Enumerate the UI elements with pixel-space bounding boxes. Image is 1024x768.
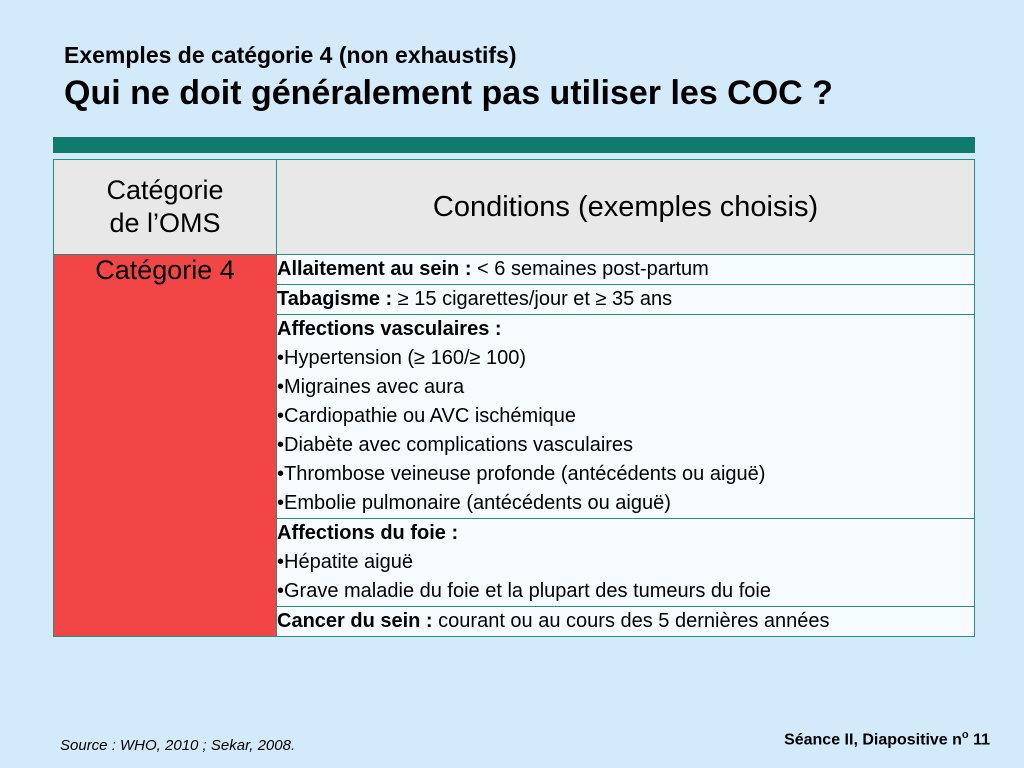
condition-label: Allaitement au sein : — [277, 258, 472, 280]
condition-text: courant ou au cours des 5 dernières années — [432, 610, 830, 632]
condition-cell-breastfeeding — [277, 255, 975, 285]
list-item: •Diabète avec complications vasculaires — [277, 434, 634, 456]
condition-text: < 6 semaines post-partum — [471, 258, 709, 280]
category-cell: Catégorie 4 — [54, 255, 277, 637]
condition-text: ≥ 15 cigarettes/jour et ≥ 35 ans — [392, 288, 673, 310]
condition-cell-vascular — [277, 315, 975, 519]
slide-subtitle: Exemples de catégorie 4 (non exhaustifs) — [64, 42, 517, 68]
list-item: •Embolie pulmonaire (antécédents ou aiguë) — [277, 492, 671, 514]
header-conditions: Conditions (exemples choisis) — [277, 160, 975, 255]
slide-label: Séance II, Diapositive n — [784, 731, 962, 749]
condition-cell-smoking — [277, 285, 975, 315]
slide-number — [784, 729, 990, 749]
header-category — [54, 160, 277, 255]
table-row — [54, 255, 975, 285]
header-category-line1: Catégorie — [106, 175, 224, 205]
condition-label: Tabagisme : — [277, 288, 393, 310]
condition-cell-liver — [277, 519, 975, 607]
header-category-line2: de l’OMS — [109, 208, 221, 238]
accent-bar — [53, 137, 975, 153]
table-header-row — [54, 160, 975, 255]
slide-superscript: o — [961, 729, 969, 741]
list-item: •Grave maladie du foie et la plupart des tumeurs du foie — [277, 580, 771, 602]
condition-cell-breast-cancer — [277, 607, 975, 637]
condition-label: Cancer du sein : — [277, 610, 433, 632]
list-item: •Thrombose veineuse profonde (antécédents ou aiguë) — [277, 463, 766, 485]
slide-title: Qui ne doit généralement pas utiliser les COC ? — [64, 74, 833, 112]
list-item: •Hypertension (≥ 160/≥ 100) — [277, 347, 527, 369]
conditions-table — [53, 159, 975, 637]
list-item: •Migraines avec aura — [277, 376, 465, 398]
slide-number-value: 11 — [968, 731, 990, 749]
list-item: •Cardiopathie ou AVC ischémique — [277, 405, 577, 427]
condition-label: Affections vasculaires : — [277, 318, 502, 340]
condition-label: Affections du foie : — [277, 522, 459, 544]
list-item: •Hépatite aiguë — [277, 551, 413, 573]
source-citation: Source : WHO, 2010 ; Sekar, 2008. — [60, 737, 296, 754]
